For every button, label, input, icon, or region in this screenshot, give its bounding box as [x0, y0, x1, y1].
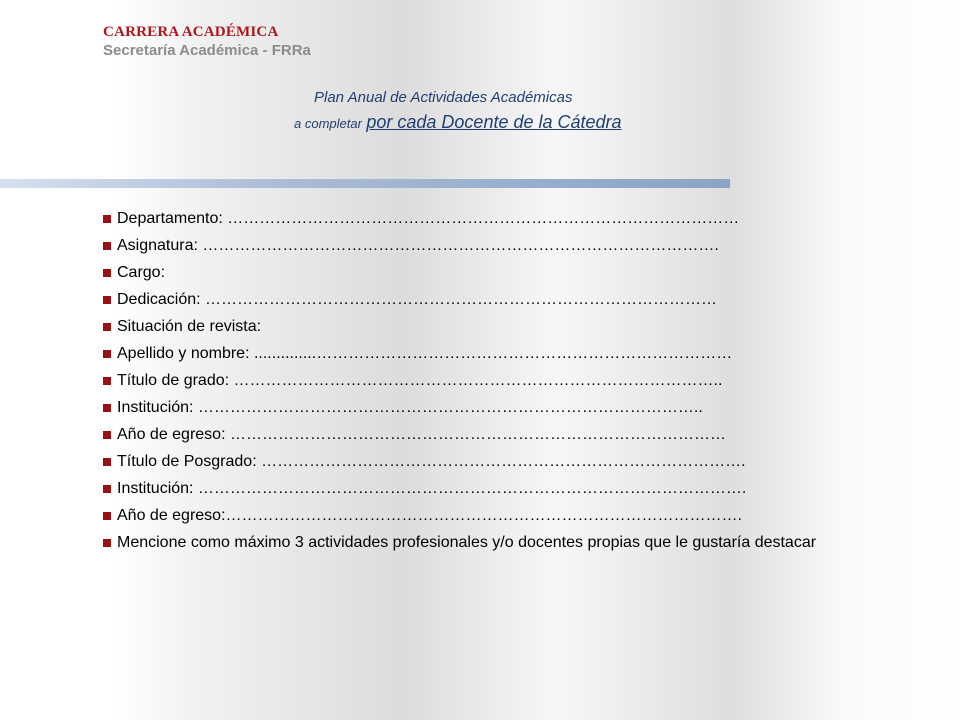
bullet-icon [103, 404, 111, 412]
field-text: Título de Posgrado: ………………………………………………………………………………. [117, 453, 746, 470]
field-apellido-nombre [103, 340, 938, 367]
field-anio-egreso-posgrado [103, 502, 938, 529]
bullet-icon [103, 242, 111, 250]
field-text: Asignatura: ……………………………………………………………………………………. [117, 237, 719, 254]
field-text: Apellido y nombre: ..............…………………………………………………………………… [117, 345, 733, 362]
divider-bar [0, 179, 730, 188]
field-text: Cargo: [117, 264, 166, 281]
bullet-icon [103, 485, 111, 493]
field-dedicacion [103, 286, 938, 313]
bullet-icon [103, 296, 111, 304]
field-departamento [103, 205, 938, 232]
field-text: Departamento: …………………………………………………………………………………… [117, 210, 740, 227]
field-institucion-posgrado [103, 475, 938, 502]
field-situacion-revista [103, 313, 938, 340]
field-text: Año de egreso: ………………………………………………………………………………… [117, 426, 726, 443]
field-text: Institución: …………………………………………………………………………………………. [117, 480, 747, 497]
bullet-icon [103, 269, 111, 277]
bullet-icon [103, 215, 111, 223]
field-asignatura [103, 232, 938, 259]
field-actividades-destacadas [103, 529, 938, 554]
plan-subtitle-emphasis: por cada Docente de la Cátedra [366, 112, 622, 132]
field-cargo [103, 259, 938, 286]
plan-title: Plan Anual de Actividades Académicas [314, 89, 573, 106]
bullet-icon [103, 377, 111, 385]
field-titulo-posgrado [103, 448, 938, 475]
field-anio-egreso-grado [103, 421, 938, 448]
field-text: Institución: ………………………………………………………………………………….. [117, 399, 703, 416]
bullet-icon [103, 512, 111, 520]
field-text: Mencione como máximo 3 actividades profesionales y/o docentes propias que le gustaría destacar [117, 534, 817, 551]
plan-subtitle-prefix: a completar [294, 116, 362, 131]
bullet-icon [103, 350, 111, 358]
bullet-icon [103, 323, 111, 331]
header-subtitle: Secretaría Académica - FRRa [103, 42, 311, 59]
field-text: Dedicación: …………………………………………………………………………………… [117, 291, 718, 308]
field-institucion-grado [103, 394, 938, 421]
plan-subtitle [294, 112, 622, 133]
field-text: Año de egreso:……………………………………………………………………………………. [117, 507, 742, 524]
field-titulo-grado [103, 367, 938, 394]
header-title: CARRERA ACADÉMICA [103, 24, 279, 40]
field-list [103, 205, 938, 554]
bullet-icon [103, 431, 111, 439]
field-text: Título de grado: ……………………………………………………………………………….. [117, 372, 723, 389]
bullet-icon [103, 458, 111, 466]
bullet-icon [103, 539, 111, 547]
field-text: Situación de revista: [117, 318, 262, 335]
